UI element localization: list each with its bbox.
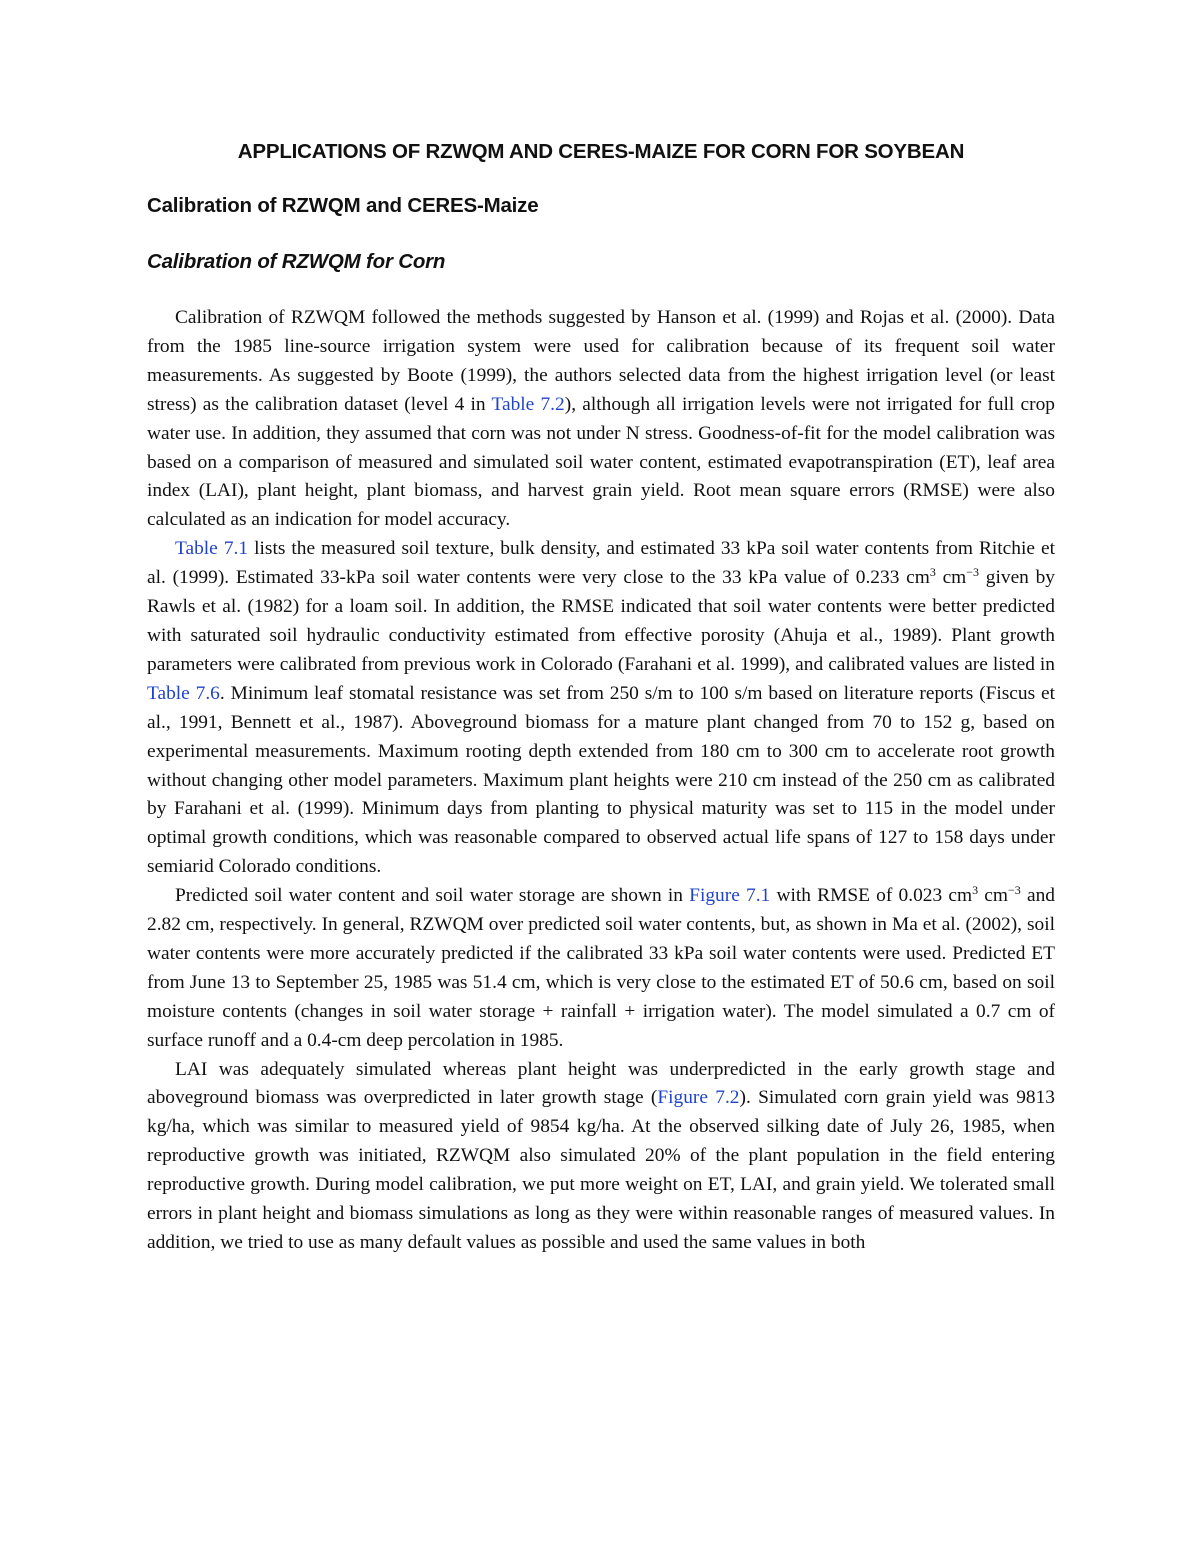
- figure-7-2-link[interactable]: Figure 7.2: [657, 1087, 740, 1109]
- figure-7-1-link[interactable]: Figure 7.1: [689, 885, 771, 907]
- paragraph-2-text-d: . Minimum leaf stomatal resistance was set from 250 s/m to 100 s/m based on literature reports (Fiscus et al., 1991, Bennett et al., 1987). Aboveground biomass for a mature plant changed from 70 to 152 g, based on experimental measurements. Maximum rooting depth extended from 180 cm to 300 cm to accelerate root growth without changing other model parameters. Maximum plant heights were 210 cm instead of the 250 cm as calibrated by Farahani et al. (1999). Minimum days from planting to physical maturity was set to 115 in the model under optimal growth conditions, which was reasonable compared to observed actual life spans of 127 to 158 days under semiarid Colorado conditions.: [147, 682, 1056, 878]
- body-text: [147, 304, 1055, 1258]
- superscript: −3: [1007, 883, 1021, 898]
- subsection-heading: Calibration of RZWQM for Corn: [147, 250, 446, 273]
- table-7-2-link[interactable]: Table 7.2: [491, 393, 565, 415]
- paragraph-1-text-a: Calibration of RZWQM followed the methods suggested by Hanson et al. (1999) and Rojas et al. (2000). Data from the 1985 line-source irrigation system were used for calibration because of its frequent soil water measurements. As suggested by Boote (1999), the authors selected data from the highest irrigation level (or least stress) as the calibration dataset (level 4 in: [147, 307, 1055, 415]
- chapter-title: APPLICATIONS OF RZWQM AND CERES-MAIZE FOR CORN FOR SOYBEAN: [237, 140, 965, 163]
- paragraph-2-text-b: cm: [935, 567, 967, 589]
- paragraph-3-text-d: and 2.82 cm, respectively. In general, RZWQM over predicted soil water contents, but, as shown in Ma et al. (2002), soil water contents were more accurately predicted if the calibrated 33 kPa soil water contents were used. Predicted ET from June 13 to September 25, 1985 was 51.4 cm, which is very close to the estimated ET of 50.6 cm, based on soil moisture contents (changes in soil water storage + rainfall + irrigation water). The model simulated a 0.7 cm of surface runoff and a 0.4-cm deep percolation in 1985.: [147, 885, 1055, 1051]
- paragraph-3-text-c: cm: [978, 885, 1008, 907]
- table-7-1-link[interactable]: Table 7.1: [175, 538, 249, 560]
- paragraph-4: [147, 1056, 1055, 1258]
- paragraph-2: [147, 535, 1055, 882]
- paragraph-2-text-a: lists the measured soil texture, bulk density, and estimated 33 kPa soil water contents from Ritchie et al. (1999). Estimated 33-kPa soil water contents were very close to the 33 kPa value of 0.233 cm: [147, 538, 1056, 589]
- document-page: [147, 140, 1055, 1258]
- paragraph-4-text-a: LAI was adequately simulated whereas plant height was underpredicted in the early growth stage and aboveground biomass was overpredicted in later growth stage (: [147, 1058, 1055, 1109]
- table-7-6-link[interactable]: Table 7.6: [147, 682, 220, 704]
- paragraph-3: [147, 882, 1055, 1055]
- section-heading: Calibration of RZWQM and CERES-Maize: [147, 194, 539, 217]
- paragraph-1-text-b: ), although all irrigation levels were not irrigated for full crop water use. In addition, they assumed that corn was not under N stress. Goodness-of-fit for the model calibration was based on a comparison of measured and simulated soil water content, estimated evapotranspiration (ET), leaf area index (LAI), plant height, plant biomass, and harvest grain yield. Root mean square errors (RMSE) were also calculated as an indication for model accuracy.: [147, 393, 1055, 531]
- paragraph-4-text-b: ). Simulated corn grain yield was 9813 kg/ha, which was similar to measured yield of 9854 kg/ha. At the observed silking date of July 26, 1985, when reproductive growth was initiated, RZWQM also simulated 20% of the plant population in the field entering reproductive growth. During model calibration, we put more weight on ET, LAI, and grain yield. We tolerated small errors in plant height and biomass simulations as long as they were within reasonable ranges of measured values. In addition, we tried to use as many default values as possible and used the same values in both: [147, 1087, 1055, 1253]
- paragraph-3-text-a: Predicted soil water content and soil water storage are shown in: [175, 885, 690, 907]
- superscript: 3: [972, 883, 979, 898]
- superscript: −3: [966, 565, 980, 580]
- paragraph-1: [147, 304, 1055, 535]
- paragraph-3-text-b: with RMSE of 0.023 cm: [770, 885, 973, 907]
- superscript: 3: [929, 565, 936, 580]
- paragraph-2-text-c: given by Rawls et al. (1982) for a loam soil. In addition, the RMSE indicated that soil water contents were better predicted with saturated soil hydraulic conductivity estimated from effective porosity (Ahuja et al., 1989). Plant growth parameters were calibrated from previous work in Colorado (Farahani et al. 1999), and calibrated values are listed in: [147, 567, 1055, 675]
